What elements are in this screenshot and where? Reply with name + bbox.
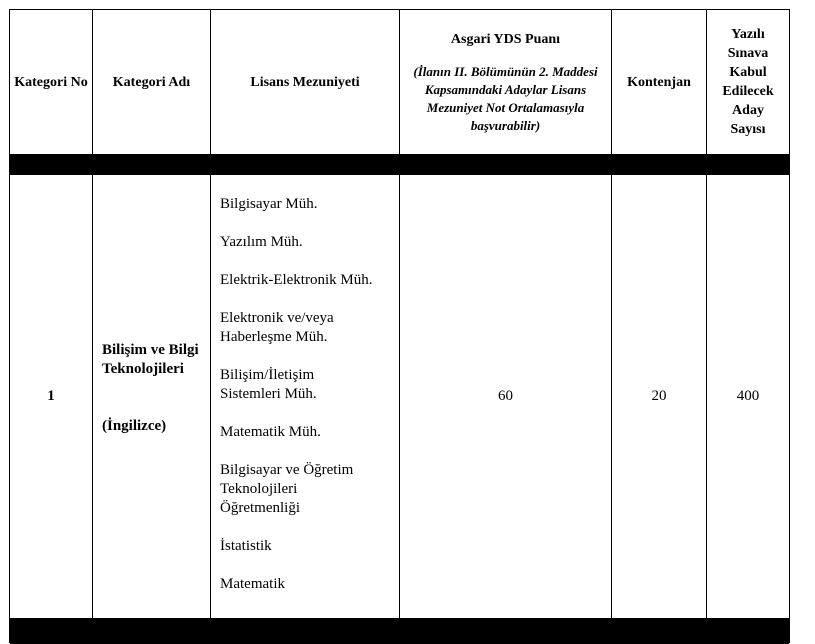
- header-yds: [400, 10, 611, 154]
- header-category-no: [10, 10, 92, 154]
- category-no-value: 1: [47, 388, 55, 404]
- degree-item: Matematik: [220, 576, 285, 592]
- header-category-no-label: Kategori No: [14, 74, 88, 90]
- degree-item: Bilişim/İletişim Sistemleri Müh.: [220, 367, 317, 402]
- header-separator-band: [10, 154, 789, 175]
- category-name: Bilişim ve Bilgi Teknolojileri: [102, 342, 199, 377]
- header-yds-note: (İlanın II. Bölümünün 2. Maddesi Kapsamındaki Adaylar Lisans Mezuniyet Not Ortalamasıyla başvurabilir): [413, 63, 598, 133]
- category-table: [9, 9, 790, 643]
- candidates-value: 400: [736, 388, 760, 404]
- cell-degree-list: [211, 175, 399, 618]
- quota-value: 20: [651, 388, 667, 404]
- header-candidates: [707, 10, 789, 154]
- cell-category-no: [10, 175, 92, 618]
- degree-item: Bilgisayar ve Öğretim Teknolojileri Öğretmenliği: [220, 462, 354, 516]
- degree-item: Elektrik-Elektronik Müh.: [220, 272, 373, 288]
- degree-item: İstatistik: [220, 538, 272, 554]
- degree-item: Matematik Müh.: [220, 424, 321, 440]
- header-yds-title: Asgari YDS Puanı: [450, 31, 561, 47]
- yds-score-value: 60: [498, 388, 513, 404]
- header-category-name-label: Kategori Adı: [112, 74, 191, 90]
- cell-category-name: [93, 175, 210, 618]
- header-quota-label: Kontenjan: [627, 74, 691, 90]
- cell-quota: [612, 175, 706, 618]
- header-quota: [612, 10, 706, 154]
- header-candidates-label: Yazılı Sınava Kabul Edilecek Aday Sayısı: [722, 27, 774, 137]
- cell-candidates: [707, 175, 789, 618]
- degree-item: Elektronik ve/veya Haberleşme Müh.: [220, 310, 334, 345]
- header-degree: [211, 10, 399, 154]
- header-degree-label: Lisans Mezuniyeti: [250, 74, 360, 90]
- cell-yds-score: [400, 175, 611, 618]
- header-category-name: [93, 10, 210, 154]
- degree-item: Bilgisayar Müh.: [220, 196, 318, 212]
- footer-separator-band: [10, 618, 789, 644]
- category-language: (İngilizce): [102, 418, 167, 434]
- degree-list: [220, 195, 372, 613]
- degree-item: Yazılım Müh.: [220, 234, 303, 250]
